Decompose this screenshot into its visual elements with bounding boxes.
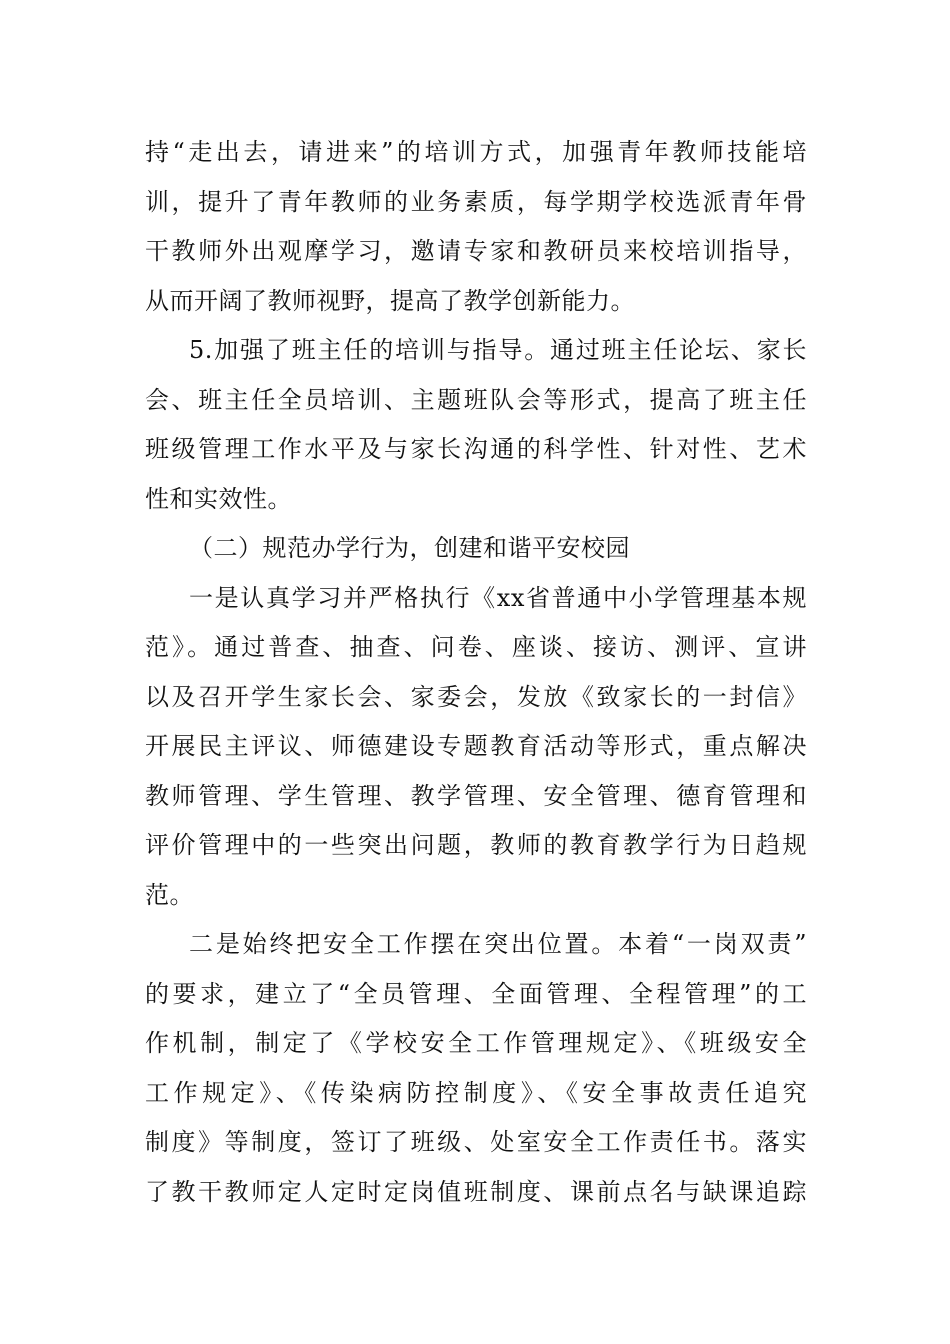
text-line: 的要求，建立了“全员管理、全面管理、全程管理”的工	[145, 979, 807, 1008]
text-line: 一是认真学习并严格执行《xx省普通中小学管理基本规	[189, 583, 807, 612]
text-line: 性和实效性。	[145, 484, 292, 513]
body-text	[145, 128, 807, 1217]
text-line: 训，提升了青年教师的业务素质，每学期学校选派青年骨	[145, 187, 807, 216]
text-line: 会、班主任全员培训、主题班队会等形式，提高了班主任	[145, 385, 807, 414]
text-line: 作机制，制定了《学校安全工作管理规定》、《班级安全	[145, 1029, 807, 1057]
text-line: 了教干教师定人定时定岗值班制度、课前点名与缺课追踪	[145, 1177, 807, 1206]
text-line: 范》。通过普查、抽查、问卷、座谈、接访、测评、宣讲	[145, 633, 807, 661]
text-line: 制度》等制度，签订了班级、处室安全工作责任书。落实	[145, 1128, 807, 1156]
text-line: 5.加强了班主任的培训与指导。通过班主任论坛、家长	[189, 336, 807, 364]
text-line: 干教师外出观摩学习，邀请专家和教研员来校培训指导，	[145, 237, 807, 265]
text-line: 班级管理工作水平及与家长沟通的科学性、针对性、艺术	[145, 435, 807, 463]
text-line: 工作规定》、《传染病防控制度》、《安全事故责任追究	[145, 1078, 807, 1107]
text-line: 评价管理中的一些突出问题，教师的教育教学行为日趋规	[145, 831, 807, 859]
text-line: 以及召开学生家长会、家委会，发放《致家长的一封信》	[145, 682, 807, 711]
text-line: （二）规范办学行为，创建和谐平安校园	[189, 534, 630, 562]
text-line: 持“走出去，请进来”的培训方式，加强青年教师技能培	[145, 138, 807, 166]
text-line: 二是始终把安全工作摆在突出位置。本着“一岗双责”	[189, 930, 807, 958]
text-line: 范。	[145, 880, 194, 909]
text-line: 从而开阔了教师视野，提高了教学创新能力。	[145, 286, 635, 315]
text-line: 开展民主评议、师德建设专题教育活动等形式，重点解决	[145, 732, 807, 760]
text-line: 教师管理、学生管理、教学管理、安全管理、德育管理和	[145, 781, 807, 810]
